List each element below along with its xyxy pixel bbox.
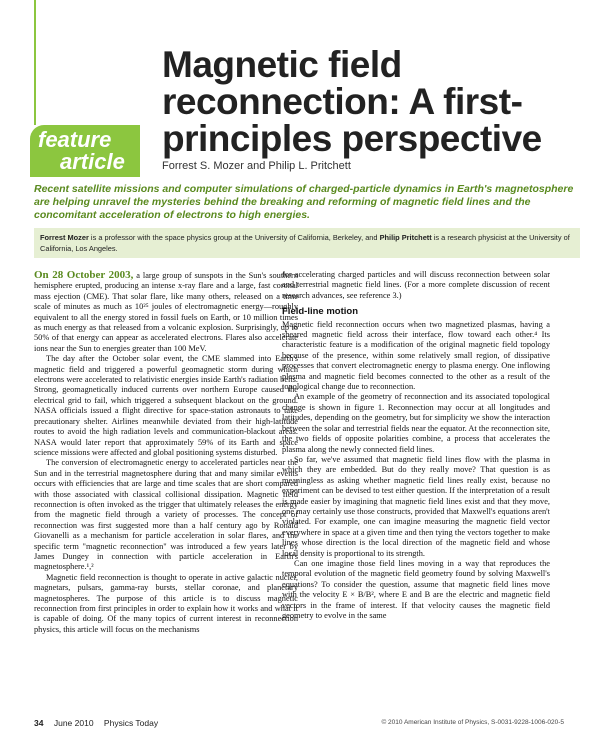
paragraph: So far, we've assumed that magnetic field lines flow with the plasma in which they are embedded. But do they really move? That question is as meaningless as asking whether magnetic field lines really exist, because no experiment can be devised to test either question. If the interpretation of a result is made easier by imagining that magnetic field lines exist and that they move, one may certainly use those constructs, provided that Maxwell's equations aren't violated. For example, one can imagine measuring the magnetic field vector everywhere in space at a given time and then tying the vectors together to make lines whose direction is the local direction of the magnetic field and whose local density is proportional to its strength.: [282, 454, 550, 558]
copyright-notice: © 2010 American Institute of Physics, S-0031-9228-1006-020-5: [381, 719, 564, 726]
issue-date: June 2010: [53, 718, 94, 728]
paragraph: Magnetic field reconnection is thought to operate in active galactic nuclei, magnetars, pulsars, gamma-ray bursts, stellar coronae, and planetary magnetospheres. The purpose of this article is to discuss magnetic reconnection from first principles in order to explain how it works and what it is capable of doing. Of the many topics of current interest in reconnection physics, this article will focus on the mechanisms: [34, 572, 298, 634]
paragraph: Can one imagine those field lines moving in a way that reproduces the temporal evolution of the magnetic field geometry found by solving Maxwell's equations? To consider the question, assume that magnetic field lines move with the velocity E × B/B², where E and B are the electric and magnetic field vectors in the frame of interest. If that velocity causes the magnetic field geometry to evolve in the same: [282, 558, 550, 620]
page-number: 34: [34, 718, 44, 728]
badge-line-2: article: [60, 149, 125, 174]
accent-rule: [34, 0, 36, 125]
page-footer: [34, 718, 564, 730]
article-dek: Recent satellite missions and computer simulations of charged-particle dynamics in Earth's magnetosphere are helping unravel the mysteries behind the breaking and reforming of magnetic field lines and the concomitant acceleration of electrons to high energies.: [34, 183, 574, 221]
lead-in: On 28 October 2003,: [34, 269, 134, 281]
paragraph: [34, 270, 298, 354]
magazine-name: Physics Today: [103, 718, 159, 728]
feature-article-badge: [30, 125, 140, 177]
right-column: [282, 270, 550, 621]
paragraph: Magnetic field reconnection occurs when two magnetized plasmas, having a sheared magnetic field across their interface, flow toward each other.⁴ Its characteristic feature is a modification of the original magnetic field topology because of the presence, within some relatively small region, of dissipative processes that convert electromagnetic energy to plasma energy. One inflowing plasma and magnetic field becomes connected to the other as a result of the topological change due to reconnection.: [282, 319, 550, 392]
author-bio-box: [34, 228, 580, 258]
bio-name-1: Forrest Mozer: [40, 233, 89, 242]
section-heading: Field-line motion: [282, 306, 358, 318]
bio-text-1: is a professor with the space physics group at the University of California, Berkeley, and: [88, 233, 380, 242]
paragraph: The day after the October solar event, the CME slammed into Earth's magnetic field and triggered a powerful geomagnetic storm during which electrons were accelerated to relativistic energies inside Earth's radiation belts. Strong, geomagnetically induced currents over northern Europe caused the electrical grid to fail, which triggered a subsequent blackout on the ground. NASA officials issued a flight directive for space-station astronauts to take precautionary shelter. Airlines meanwhile deviated from their high-latitude routes to avoid the high radiation levels and communication-blackout areas. NASA would later report that approximately 59% of its Earth and space science missions were affected and global positioning systems disturbed.: [34, 354, 298, 457]
article-authors: Forrest S. Mozer and Philip L. Pritchett: [162, 160, 351, 172]
left-column: [34, 270, 298, 635]
bio-name-2: Philip Pritchett: [379, 233, 432, 242]
paragraph: An example of the geometry of reconnection and its associated topological change is shown in figure 1. Reconnection may occur at all longitudes and latitudes, depending on the geometry, but for simplicity we show the interaction between the solar and terrestrial fields near the equator. At the reconnection site, the two fields of opposite polarities combine, a process that accelerates the plasma along the newly connected field lines.: [282, 392, 550, 454]
paragraph-text: a large group of sunspots in the Sun's southern hemisphere erupted, producing an intense x-ray flare and a large, fast coronal mass ejection (CME). That solar flare, like many others, released on a time scale of minutes as much as 10²⁵ joules of electromagnetic energy—roughly equivalent to all the energy stored in fossil fuels on Earth, or 10 million times as much energy as that released from a volcanic explosion. Surprisingly, up to 50% of that energy can appear as accelerated electrons. Flares also accelerate ions near the Sun to energies greater than 100 MeV.: [34, 271, 298, 353]
badge-line-1: feature: [38, 127, 112, 152]
article-title: Magnetic field reconnection: A first-principles perspective: [162, 44, 542, 159]
paragraph: for accelerating charged particles and will discuss reconnection between solar and terrestrial magnetic field lines. (For a more complete discussion of recent research advances, see reference 3.): [282, 270, 550, 300]
paragraph: The conversion of electromagnetic energy to accelerated particles near the Sun and in the terrestrial magnetosphere during that and many similar events occurs with efficiencies that are large and time scales that are short compared with those associated with classical collisional dissipation. Magnetic field reconnection is often invoked as the trigger that ultimately releases the energy from the magnetic field through a variety of processes. The concept of reconnection was first suggested more than a half century ago by Ronald Giovanelli as a mechanism for particle acceleration in solar flares, and the specific term "magnetic reconnection" was introduced a few years later by James Dungey in connection with particle acceleration in Earth's magnetosphere.¹,²: [34, 458, 298, 572]
bio-text-2: is a research physicist at the University of California, Los Angeles.: [40, 233, 570, 253]
